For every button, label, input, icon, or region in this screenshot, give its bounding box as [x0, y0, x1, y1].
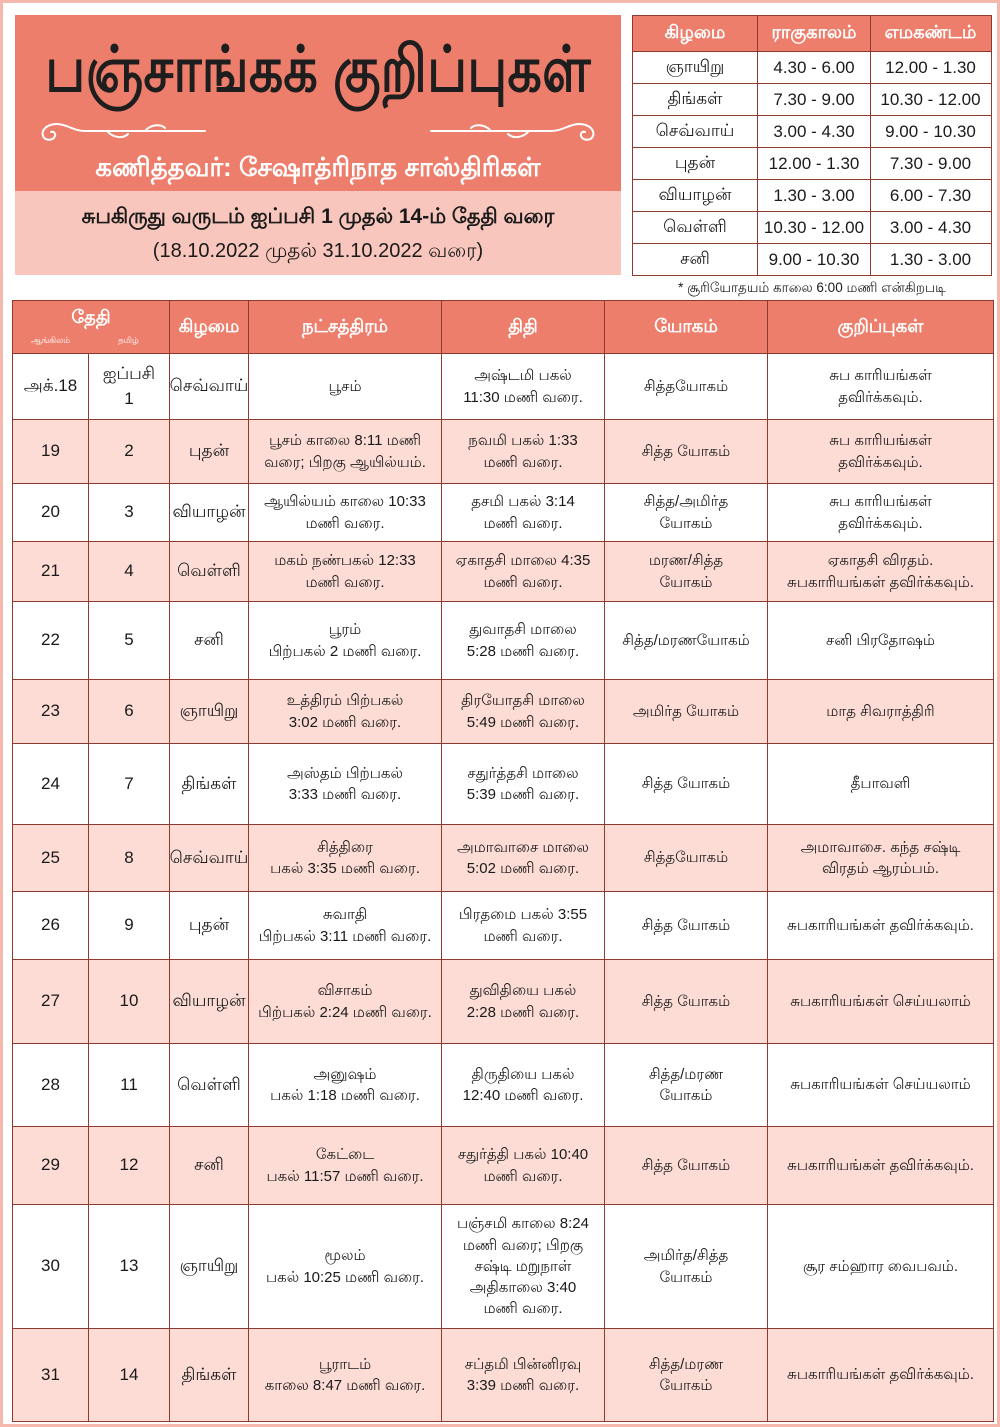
notes: மாத சிவராத்திரி [767, 680, 993, 743]
thithi: சதுர்த்தசி மாலை 5:39 மணி வரை. [441, 744, 604, 824]
nakshatra: சுவாதி பிற்பகல் 3:11 மணி வரை. [248, 892, 441, 959]
table-row [13, 959, 993, 1043]
notes: சூர சம்ஹார வைபவம். [767, 1205, 993, 1328]
kalam-row [633, 51, 991, 83]
table-row [13, 824, 993, 891]
weekday: புதன் [169, 892, 248, 959]
notes: அமாவாசை. கந்த சஷ்டி விரதம் ஆரம்பம். [767, 825, 993, 891]
nakshatra: பூசம் காலை 8:11 மணி வரை; பிறகு ஆயில்யம். [248, 420, 441, 483]
weekday: வெள்ளி [169, 542, 248, 601]
nakshatra: அனுஷம் பகல் 1:18 மணி வரை. [248, 1044, 441, 1126]
weekday: வியாழன் [169, 484, 248, 541]
kalam-row [633, 147, 991, 179]
rahu-kalam-time: 12.00 - 1.30 [757, 148, 870, 179]
nakshatra: பூரம் பிற்பகல் 2 மணி வரை. [248, 602, 441, 679]
header-date [13, 301, 169, 353]
date-english: 24 [41, 773, 60, 793]
date-tamil: 6 [88, 680, 169, 743]
notes: சுப காரியங்கள் தவிர்க்கவும். [767, 484, 993, 541]
yogam: சித்த/மரணயோகம் [604, 602, 767, 679]
nakshatra: அஸ்தம் பிற்பகல் 3:33 மணி வரை. [248, 744, 441, 824]
table-row [13, 1328, 993, 1421]
thithi: பஞ்சமி காலை 8:24 மணி வரை; பிறகு சஷ்டி மறுநாள் அதிகாலை 3:40 மணி வரை. [441, 1205, 604, 1328]
notes: சனி பிரதோஷம் [767, 602, 993, 679]
date-tamil: 2 [88, 420, 169, 483]
yama-gandam-time: 1.30 - 3.00 [870, 244, 990, 275]
rahu-kalam-time: 4.30 - 6.00 [757, 52, 870, 83]
yama-gandam-time: 3.00 - 4.30 [870, 212, 990, 243]
thithi: சப்தமி பின்னிரவு 3:39 மணி வரை. [441, 1329, 604, 1421]
header-yogam: யோகம் [604, 301, 767, 353]
nakshatra: சித்திரை பகல் 3:35 மணி வரை. [248, 825, 441, 891]
weekday: வியாழன் [169, 960, 248, 1043]
date-english: 21 [41, 561, 60, 581]
table-row [13, 483, 993, 541]
date-tamil: 5 [88, 602, 169, 679]
yogam: சித்த/மரண யோகம் [604, 1329, 767, 1421]
yogam: சித்த யோகம் [604, 420, 767, 483]
header-thithi: திதி [441, 301, 604, 353]
weekday: செவ்வாய் [169, 354, 248, 419]
yogam: அமிர்த/சித்த யோகம் [604, 1205, 767, 1328]
kalam-row [633, 211, 991, 243]
notes: சுபகாரியங்கள் தவிர்க்கவும். [767, 892, 993, 959]
kalam-row [633, 115, 991, 147]
table-row [13, 419, 993, 483]
yogam: சித்த யோகம் [604, 960, 767, 1043]
notes: சுப காரியங்கள் தவிர்க்கவும். [767, 354, 993, 419]
kalam-header-row [633, 16, 991, 51]
thithi: துவிதியை பகல் 2:28 மணி வரை. [441, 960, 604, 1043]
table-row [13, 601, 993, 679]
rahu-kalam-time: 10.30 - 12.00 [757, 212, 870, 243]
nakshatra: கேட்டை பகல் 11:57 மணி வரை. [248, 1127, 441, 1204]
sunrise-note: * சூரியோதயம் காலை 6:00 மணி என்கிறபடி [678, 280, 946, 295]
weekday: ஞாயிறு [169, 1205, 248, 1328]
weekday: வெள்ளி [169, 1044, 248, 1126]
flourish-right [431, 124, 593, 140]
weekday: சனி [169, 602, 248, 679]
weekday: திங்கள் [169, 1329, 248, 1421]
thithi: அஷ்டமி பகல் 11:30 மணி வரை. [441, 354, 604, 419]
author-line: கணித்தவர்: சேஷாத்ரிநாத சாஸ்திரிகள் [95, 152, 541, 182]
nakshatra: உத்திரம் பிற்பகல் 3:02 மணி வரை. [248, 680, 441, 743]
date-tamil: ஐப்பசி 1 [88, 354, 169, 419]
header-date-label: தேதி [71, 307, 111, 327]
weekday: ஞாயிறு [169, 680, 248, 743]
date-english: 23 [41, 701, 60, 721]
kalam-row [633, 243, 991, 275]
rahu-kalam-time: 9.00 - 10.30 [757, 244, 870, 275]
date-english: 29 [41, 1155, 60, 1175]
page-title: பஞ்சாங்கக் குறிப்புகள் [45, 34, 591, 106]
nakshatra: ஆயில்யம் காலை 10:33 மணி வரை. [248, 484, 441, 541]
nakshatra: மூலம் பகல் 10:25 மணி வரை. [248, 1205, 441, 1328]
table-row [13, 353, 993, 419]
yogam: அமிர்த யோகம் [604, 680, 767, 743]
date-english: 20 [41, 502, 60, 522]
kalam-day: சனி [680, 248, 710, 268]
notes: தீபாவளி [767, 744, 993, 824]
nakshatra: விசாகம் பிற்பகல் 2:24 மணி வரை. [248, 960, 441, 1043]
kalam-day: வியாழன் [658, 184, 732, 204]
nakshatra: பூசம் [248, 354, 441, 419]
rahu-kalam-time: 1.30 - 3.00 [757, 180, 870, 211]
yama-gandam-time: 12.00 - 1.30 [870, 52, 990, 83]
yama-gandam-time: 9.00 - 10.30 [870, 116, 990, 147]
date-english: 30 [41, 1256, 60, 1276]
date-tamil: 10 [88, 960, 169, 1043]
header-date-english-label: ஆங்கிலம் [30, 335, 71, 345]
nakshatra: மகம் நண்பகல் 12:33 மணி வரை. [248, 542, 441, 601]
yogam: சித்த யோகம் [604, 1127, 767, 1204]
yogam: சித்த/மரண யோகம் [604, 1044, 767, 1126]
kalam-row [633, 179, 991, 211]
header-day: கிழமை [169, 301, 248, 353]
notes: சுபகாரியங்கள் செய்யலாம் [767, 960, 993, 1043]
kalam-day: புதன் [674, 152, 716, 172]
period-band [15, 191, 621, 275]
thithi: அமாவாசை மாலை 5:02 மணி வரை. [441, 825, 604, 891]
table-row [13, 541, 993, 601]
weekday: புதன் [169, 420, 248, 483]
weekday: செவ்வாய் [169, 825, 248, 891]
kalam-day: ஞாயிறு [665, 56, 725, 76]
thithi: சதுர்த்தி பகல் 10:40 மணி வரை. [441, 1127, 604, 1204]
notes: ஏகாதசி விரதம். சுபகாரியங்கள் தவிர்க்கவும். [767, 542, 993, 601]
date-tamil: 4 [88, 542, 169, 601]
rahu-kalam-time: 7.30 - 9.00 [757, 84, 870, 115]
notes: சுப காரியங்கள் தவிர்க்கவும். [767, 420, 993, 483]
thithi: துவாதசி மாலை 5:28 மணி வரை. [441, 602, 604, 679]
date-english: 25 [41, 847, 60, 867]
thithi: திரயோதசி மாலை 5:49 மணி வரை. [441, 680, 604, 743]
thithi: பிரதமை பகல் 3:55 மணி வரை. [441, 892, 604, 959]
date-tamil: 3 [88, 484, 169, 541]
flourish-left [43, 124, 205, 140]
thithi: நவமி பகல் 1:33 மணி வரை. [441, 420, 604, 483]
date-english: அக்.18 [23, 376, 78, 396]
kalam-day: வெள்ளி [663, 216, 727, 236]
notes: சுபகாரியங்கள் தவிர்க்கவும். [767, 1127, 993, 1204]
table-row [13, 1204, 993, 1328]
rahu-kalam-time: 3.00 - 4.30 [757, 116, 870, 147]
weekday: திங்கள் [169, 744, 248, 824]
thithi: திருதியை பகல் 12:40 மணி வரை. [441, 1044, 604, 1126]
table-row [13, 743, 993, 824]
thithi: தசமி பகல் 3:14 மணி வரை. [441, 484, 604, 541]
nakshatra: பூராடம் காலை 8:47 மணி வரை. [248, 1329, 441, 1421]
yama-gandam-time: 10.30 - 12.00 [870, 84, 990, 115]
kalam-day: செவ்வாய் [655, 120, 735, 140]
date-tamil: 7 [88, 744, 169, 824]
date-english: 31 [41, 1364, 60, 1384]
kalam-day: திங்கள் [667, 88, 723, 108]
yogam: சித்த/அமிர்த யோகம் [604, 484, 767, 541]
date-tamil: 12 [88, 1127, 169, 1204]
yogam: சித்தயோகம் [604, 825, 767, 891]
yama-gandam-time: 6.00 - 7.30 [870, 180, 990, 211]
yogam: மரண/சித்த யோகம் [604, 542, 767, 601]
table-row [13, 1043, 993, 1126]
kalam-row [633, 83, 991, 115]
table-row [13, 891, 993, 959]
kalam-table [632, 15, 992, 276]
date-tamil: 13 [88, 1205, 169, 1328]
date-english: 27 [41, 991, 60, 1011]
yogam: சித்த யோகம் [604, 892, 767, 959]
date-tamil: 9 [88, 892, 169, 959]
header-nakshatra: நட்சத்திரம் [248, 301, 441, 353]
date-tamil: 14 [88, 1329, 169, 1421]
yogam: சித்த யோகம் [604, 744, 767, 824]
table-header-row [13, 301, 993, 353]
yogam: சித்தயோகம் [604, 354, 767, 419]
date-range: (18.10.2022 முதல் 31.10.2022 வரை) [152, 240, 484, 262]
table-row [13, 1126, 993, 1204]
thithi: ஏகாதசி மாலை 4:35 மணி வரை. [441, 542, 604, 601]
date-tamil: 11 [88, 1044, 169, 1126]
title-block [15, 15, 621, 275]
date-english: 26 [41, 915, 60, 935]
kalam-header-rahu: ராகுகாலம் [757, 16, 870, 51]
date-tamil: 8 [88, 825, 169, 891]
period-line: சுபகிருது வருடம் ஐப்பசி 1 முதல் 14-ம் தேதி வரை [81, 205, 555, 228]
header-notes: குறிப்புகள் [767, 301, 993, 353]
notes: சுபகாரியங்கள் செய்யலாம் [767, 1044, 993, 1126]
date-english: 22 [41, 630, 60, 650]
table-row [13, 679, 993, 743]
kalam-header-yama: எமகண்டம் [870, 16, 990, 51]
date-english: 28 [41, 1074, 60, 1094]
header-date-tamil-label: தமிழ் [118, 335, 139, 345]
panchangam-table [12, 300, 994, 1422]
notes: சுபகாரியங்கள் தவிர்க்கவும். [767, 1329, 993, 1421]
date-english: 19 [41, 441, 60, 461]
weekday: சனி [169, 1127, 248, 1204]
flourish-divider [15, 118, 621, 144]
title-banner [15, 15, 621, 191]
kalam-header-day: கிழமை [664, 22, 726, 42]
yama-gandam-time: 7.30 - 9.00 [870, 148, 990, 179]
